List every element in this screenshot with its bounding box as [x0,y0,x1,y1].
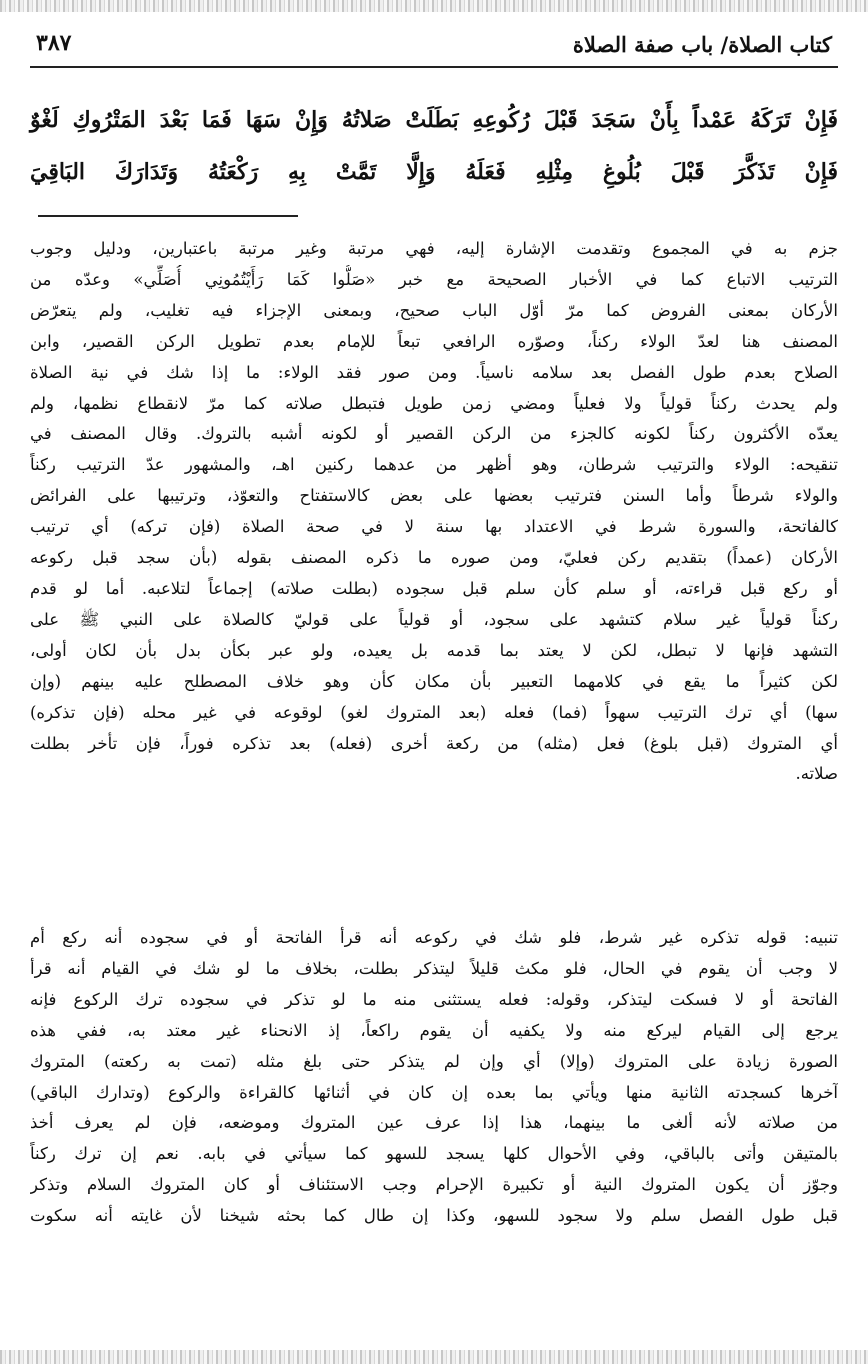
commentary-line: التشهد فإنها لا تبطل، لكن لا يعتد بما قدمه بل يعيده، ولو عبر بكأن بدل بأن لكان أولى، [30,640,838,660]
commentary-line: تنقيحه: الولاء والترتيب شرطان، وهو أظهر من عدهما ركنين اهـ، والمشهور عدّ الترتيب ركناً [30,455,838,475]
commentary-line: لكن كثيراً ما يقع في كلامهما التعبير بأن مكان كأن وهو خلاف المصطلح عليه بينهم (وإن [30,671,838,691]
matn-line: فَإِنْ تَذَكَّرَ قَبْلَ بُلُوغِ مِثْلِهِ فَعَلَهُ وَإِلَّا تَمَّتْ بِهِ رَكْعَتُهُ وَتَدَارَكَ البَاقِيَ [30,159,838,185]
commentary-line: المصنف هنا لعدّ الولاء ركناً، وصوّره الرافعي تبعاً للإمام بعدم تطويل الركن القصير، وابن [30,331,838,351]
tanbih-line: لا وجب أن يقوم في الحال، فلو مكث قليلاً ليتذكر بطلت، بخلاف ما لو شك في القيام أنه قرأ [30,958,838,978]
commentary-line: الصلاح بعدم طول الفصل بعد سلامه ناسياً. ومن صور فقد الولاء: ما إذا شك في نية الصلاة [30,362,838,382]
page-number: ٣٨٧ [36,30,72,56]
matn-line: فَإِنْ تَرَكَهُ عَمْداً بِأَنْ سَجَدَ قَبْلَ رُكُوعِهِ بَطَلَتْ صَلاتُهُ وَإِنْ سَهَا فَمَا بَعْدَ المَتْرُوكِ لَغْوٌ [30,107,838,133]
scan-edge-bottom [0,1350,868,1364]
tanbih-line: يرجع إلى القيام ليركع منه ولا يكفيه أن يقوم راكعاً، إذ الانحناء غير معتد به، ففي هذه [30,1020,838,1040]
commentary-line: صلاته. [795,764,838,784]
commentary-line: أو ركع قبل قراءته، أو سلم كأن سلم قبل سجوده (بطلت صلاته) إجماعاً لتلاعبه. أما لو قدم [30,578,838,598]
commentary-line: ركناً قولياً غير سلام كتشهد على سجود، أو قولياً على قوليّ كالصلاة على النبي ﷺ على [30,609,838,629]
commentary-line: الترتيب الاتباع كما في الأخبار الصحيحة مع خبر «صَلُّوا كَمَا رَأَيْتُمُونِي أُصَلِّي» وعدّه من [30,269,838,289]
scan-edge-top [0,0,868,12]
commentary-line: سها) أي ترك الترتيب سهواً (فما) فعله (بعد المتروك لغو) لوقوعه في غير محله (فإن تذكره) [30,702,838,722]
book-page [30,12,838,1348]
commentary-line: والولاء شرطاً وأما السنن فترتيب بعضها على بعض كالاستفتاح والتعوّذ، وترتيبها على الفرائض [30,486,838,506]
page-header [30,26,838,68]
commentary-text [30,234,838,790]
tanbih-note [30,923,838,1232]
matn-text [30,94,838,198]
commentary-line: أي المتروك (قبل بلوغ) فعل (مثله) من ركعة أخرى (فعله) بعد تذكره فوراً، فإن تأخر بطلت [30,733,838,753]
commentary-line: يعدّه الأكثرون ركناً لكونه كالجزء من الركن القصير أو لكونه أشبه بالتروك. وقال المصنف في [30,424,838,444]
tanbih-line: تنبيه: قوله تذكره غير شرط، فلو شك في ركوعه أنه قرأ الفاتحة أو في سجوده أنه ركع أم [30,928,838,947]
commentary-line: الأركان (عمداً) بتقديم ركن فعليّ، ومن صوره ما ذكره المصنف بقوله (بأن سجد قبل ركوعه [30,548,838,568]
commentary-line: جزم به في المجموع وتقدمت الإشارة إليه، فهي مرتبة وغير مرتبة باعتبارين، ودليل وجوب [30,239,838,258]
tanbih-line: بالمتيقن وأتى بالباقي، وفي الأحوال كلها يسجد للسهو كما سيأتي في بابه. نعم إن ترك ركناً [30,1144,838,1164]
commentary-line: ولم يحدث ركناً قولياً ولا فعلياً ومضي زمن طويل فتبطل صلاته كما مرّ لانقطاع نظمها، ولم [30,393,838,413]
commentary-line: كالفاتحة، والسورة شرط في الاعتداد بها سنة لا في صحة الصلاة (فإن تركه) أي ترتيب [30,517,838,537]
tanbih-line: من صلاته لأنه ألغى ما بينهما، هذا إذا عرف عين المتروك وموضعه، فإن لم يعرف أخذ [30,1113,838,1133]
tanbih-line: الصورة زيادة على المتروك (وإلا) أي وإن لم يتذكر حتى بلغ مثله (تمت به ركعته) المتروك [30,1051,838,1071]
tanbih-line: وجوّز أن يكون المتروك النية أو تكبيرة الإحرام وجب الاستئناف أو كان المتروك السلام وتذكر [30,1175,838,1195]
commentary-line: الأركان بمعنى الفروض كما مرّ أوّل الباب صحيح، وبمعنى الإجزاء فيه تغليب، ولم يتعرّض [30,300,838,320]
matn-separator [38,215,298,217]
tanbih-line: قبل طول الفصل سلم ولا سجود للسهو، وكذا إن طال كما بحثه شيخنا لأن غايته أنه سكوت [30,1206,838,1226]
running-title: كتاب الصلاة/ باب صفة الصلاة [572,32,832,57]
tanbih-line: الفاتحة أو لا فسكت ليتذكر، وقوله: فعله يستثنى منه ما لو تذكر في سجوده ترك الركوع فإنه [30,989,838,1009]
tanbih-line: آخرها كسجدته الثانية منها ويأتي بما بعده إن كان في أثنائها كالقراءة والركوع (وتدارك الباقي) [30,1082,838,1102]
